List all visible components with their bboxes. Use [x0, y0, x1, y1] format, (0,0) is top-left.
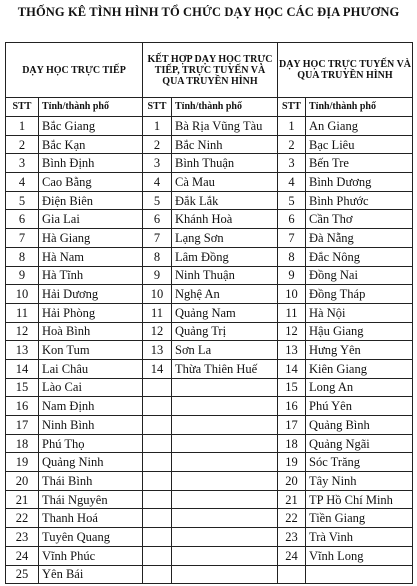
- page-title: THỐNG KÊ TÌNH HÌNH TỔ CHỨC DẠY HỌC CÁC ĐỊA PHƯƠNG: [17, 5, 400, 19]
- table-row: [6, 546, 413, 565]
- stt-cell: 19: [6, 453, 39, 472]
- province-cell: Lạng Sơn: [172, 229, 278, 248]
- province-cell: Đắc Nông: [306, 247, 413, 266]
- stt-cell: 20: [278, 472, 306, 491]
- province-cell: Nghệ An: [172, 285, 278, 304]
- stt-cell: 11: [278, 303, 306, 322]
- province-cell: Ninh Bình: [39, 416, 143, 435]
- table-row: [6, 285, 413, 304]
- table-row: [6, 490, 413, 509]
- stt-cell: 16: [6, 397, 39, 416]
- stt-cell: 22: [6, 509, 39, 528]
- table-row: [6, 472, 413, 491]
- stt-cell: 14: [278, 359, 306, 378]
- province-cell: Hà Nội: [306, 303, 413, 322]
- stt-cell: [143, 453, 172, 472]
- province-cell: Phú Yên: [306, 397, 413, 416]
- table-row: [6, 247, 413, 266]
- province-cell: [172, 509, 278, 528]
- province-cell: Bạc Liêu: [306, 135, 413, 154]
- stt-cell: 14: [6, 359, 39, 378]
- stt-cell: [278, 565, 306, 584]
- stt-cell: 13: [278, 341, 306, 360]
- stt-cell: [143, 416, 172, 435]
- stt-cell: [143, 528, 172, 547]
- stt-cell: 20: [6, 472, 39, 491]
- stt-cell: 10: [6, 285, 39, 304]
- province-cell: Quảng Ngãi: [306, 434, 413, 453]
- province-cell: Đồng Nai: [306, 266, 413, 285]
- stt-cell: 9: [6, 266, 39, 285]
- group-header-row: [6, 43, 413, 98]
- province-cell: Lào Cai: [39, 378, 143, 397]
- table-row: [6, 135, 413, 154]
- province-cell: [172, 434, 278, 453]
- stt-cell: [143, 472, 172, 491]
- stt-cell: [143, 490, 172, 509]
- province-cell: Gia Lai: [39, 210, 143, 229]
- stt-cell: [143, 397, 172, 416]
- stt-cell: [143, 378, 172, 397]
- province-cell: [306, 565, 413, 584]
- province-cell: Cao Bằng: [39, 173, 143, 192]
- province-cell: Đồng Tháp: [306, 285, 413, 304]
- stt-cell: 13: [6, 341, 39, 360]
- province-cell: Thừa Thiên Huế: [172, 359, 278, 378]
- stt-cell: 1: [278, 117, 306, 136]
- province-cell: [172, 565, 278, 584]
- province-cell: Đà Nẵng: [306, 229, 413, 248]
- stt-cell: 7: [278, 229, 306, 248]
- stt-cell: 4: [6, 173, 39, 192]
- province-cell: Hà Nam: [39, 247, 143, 266]
- province-cell: Bình Thuận: [172, 154, 278, 173]
- table-row: [6, 565, 413, 584]
- province-cell: Cà Mau: [172, 173, 278, 192]
- province-header: Tỉnh/thành phố: [306, 98, 413, 117]
- province-cell: Quảng Trị: [172, 322, 278, 341]
- group-heading-direct: DẠY HỌC TRỰC TIẾP: [6, 43, 143, 98]
- province-cell: Bình Dương: [306, 173, 413, 192]
- stt-cell: 12: [6, 322, 39, 341]
- stt-cell: 8: [278, 247, 306, 266]
- province-cell: Tuyên Quang: [39, 528, 143, 547]
- stt-cell: 2: [143, 135, 172, 154]
- stt-cell: 23: [6, 528, 39, 547]
- province-cell: Hà Tĩnh: [39, 266, 143, 285]
- group-heading-online-tv: DẠY HỌC TRỰC TUYẾN VÀ QUA TRUYỀN HÌNH: [278, 43, 413, 98]
- stt-cell: 1: [6, 117, 39, 136]
- stt-cell: 18: [6, 434, 39, 453]
- stt-cell: 15: [278, 378, 306, 397]
- stt-cell: 6: [278, 210, 306, 229]
- stt-header: STT: [143, 98, 172, 117]
- table-row: [6, 434, 413, 453]
- provinces-table: [5, 42, 413, 584]
- province-cell: Thái Nguyên: [39, 490, 143, 509]
- stt-cell: [143, 565, 172, 584]
- stt-cell: 12: [143, 322, 172, 341]
- stt-header: STT: [278, 98, 306, 117]
- table-row: [6, 229, 413, 248]
- stt-cell: 17: [6, 416, 39, 435]
- province-cell: Kiên Giang: [306, 359, 413, 378]
- stt-cell: 10: [278, 285, 306, 304]
- province-cell: Lai Châu: [39, 359, 143, 378]
- province-cell: Quảng Bình: [306, 416, 413, 435]
- table-row: [6, 322, 413, 341]
- stt-cell: 3: [143, 154, 172, 173]
- province-header: Tỉnh/thành phố: [39, 98, 143, 117]
- stt-cell: 6: [143, 210, 172, 229]
- province-cell: Bắc Kạn: [39, 135, 143, 154]
- table-row: [6, 397, 413, 416]
- table-row: [6, 359, 413, 378]
- province-cell: Phú Thọ: [39, 434, 143, 453]
- table-row: [6, 509, 413, 528]
- stt-cell: 13: [143, 341, 172, 360]
- stt-cell: 11: [143, 303, 172, 322]
- table-row: [6, 154, 413, 173]
- table-row: [6, 416, 413, 435]
- province-cell: Sơn La: [172, 341, 278, 360]
- province-cell: Quảng Ninh: [39, 453, 143, 472]
- province-cell: Điện Biên: [39, 191, 143, 210]
- province-cell: Tây Ninh: [306, 472, 413, 491]
- province-cell: [172, 472, 278, 491]
- province-cell: Hưng Yên: [306, 341, 413, 360]
- stt-cell: 7: [143, 229, 172, 248]
- province-cell: Nam Định: [39, 397, 143, 416]
- province-cell: Bến Tre: [306, 154, 413, 173]
- province-cell: Quảng Nam: [172, 303, 278, 322]
- province-cell: Bình Phước: [306, 191, 413, 210]
- table-row: [6, 528, 413, 547]
- province-cell: [172, 397, 278, 416]
- table-row: [6, 453, 413, 472]
- stt-cell: 12: [278, 322, 306, 341]
- province-cell: [172, 546, 278, 565]
- group-heading-combined: KẾT HỢP DẠY HỌC TRỰC TIẾP, TRỰC TUYẾN VÀ QUA TRUYỀN HÌNH: [143, 43, 278, 98]
- stt-cell: [143, 546, 172, 565]
- table-row: [6, 117, 413, 136]
- stt-header: STT: [6, 98, 39, 117]
- province-cell: Sóc Trăng: [306, 453, 413, 472]
- stt-cell: [143, 509, 172, 528]
- province-cell: Long An: [306, 378, 413, 397]
- stt-cell: [143, 434, 172, 453]
- stt-cell: 23: [278, 528, 306, 547]
- stt-cell: 14: [143, 359, 172, 378]
- column-header-row: [6, 98, 413, 117]
- stt-cell: 11: [6, 303, 39, 322]
- stt-cell: 21: [6, 490, 39, 509]
- stt-cell: 16: [278, 397, 306, 416]
- province-cell: Hà Giang: [39, 229, 143, 248]
- province-cell: [172, 453, 278, 472]
- stt-cell: 21: [278, 490, 306, 509]
- stt-cell: 10: [143, 285, 172, 304]
- province-cell: Hải Phòng: [39, 303, 143, 322]
- stt-cell: 19: [278, 453, 306, 472]
- stt-cell: 8: [143, 247, 172, 266]
- stt-cell: 22: [278, 509, 306, 528]
- province-cell: Vĩnh Phúc: [39, 546, 143, 565]
- province-cell: Thái Bình: [39, 472, 143, 491]
- stt-cell: 1: [143, 117, 172, 136]
- province-cell: [172, 416, 278, 435]
- province-cell: Khánh Hoà: [172, 210, 278, 229]
- stt-cell: 3: [6, 154, 39, 173]
- table-row: [6, 303, 413, 322]
- province-cell: Bắc Giang: [39, 117, 143, 136]
- stt-cell: 8: [6, 247, 39, 266]
- stt-cell: 25: [6, 565, 39, 584]
- stt-cell: 3: [278, 154, 306, 173]
- stt-cell: 6: [6, 210, 39, 229]
- province-cell: Hậu Giang: [306, 322, 413, 341]
- stt-cell: 5: [6, 191, 39, 210]
- province-cell: [172, 490, 278, 509]
- table-row: [6, 378, 413, 397]
- table-row: [6, 191, 413, 210]
- province-cell: Kon Tum: [39, 341, 143, 360]
- stt-cell: 9: [143, 266, 172, 285]
- stt-cell: 5: [278, 191, 306, 210]
- province-cell: [172, 528, 278, 547]
- province-cell: Bình Định: [39, 154, 143, 173]
- province-cell: Ninh Thuận: [172, 266, 278, 285]
- stt-cell: 18: [278, 434, 306, 453]
- stt-cell: 9: [278, 266, 306, 285]
- province-cell: Vĩnh Long: [306, 546, 413, 565]
- province-cell: Cần Thơ: [306, 210, 413, 229]
- stt-cell: 24: [278, 546, 306, 565]
- stt-cell: 2: [6, 135, 39, 154]
- province-cell: Bà Rịa Vũng Tàu: [172, 117, 278, 136]
- province-cell: Thanh Hoá: [39, 509, 143, 528]
- province-cell: TP Hồ Chí Minh: [306, 490, 413, 509]
- province-cell: Đắk Lắk: [172, 191, 278, 210]
- stt-cell: 4: [278, 173, 306, 192]
- province-cell: An Giang: [306, 117, 413, 136]
- table-row: [6, 266, 413, 285]
- stt-cell: 4: [143, 173, 172, 192]
- stt-cell: 2: [278, 135, 306, 154]
- province-cell: Bắc Ninh: [172, 135, 278, 154]
- table-row: [6, 173, 413, 192]
- stt-cell: 7: [6, 229, 39, 248]
- province-cell: Yên Bái: [39, 565, 143, 584]
- stt-cell: 15: [6, 378, 39, 397]
- table-row: [6, 210, 413, 229]
- province-cell: Hải Dương: [39, 285, 143, 304]
- province-cell: Lâm Đồng: [172, 247, 278, 266]
- table-row: [6, 341, 413, 360]
- stt-cell: 24: [6, 546, 39, 565]
- province-cell: Tiền Giang: [306, 509, 413, 528]
- stt-cell: 5: [143, 191, 172, 210]
- province-cell: Hoà Bình: [39, 322, 143, 341]
- province-cell: Trà Vinh: [306, 528, 413, 547]
- province-cell: [172, 378, 278, 397]
- stt-cell: 17: [278, 416, 306, 435]
- province-header: Tỉnh/thành phố: [172, 98, 278, 117]
